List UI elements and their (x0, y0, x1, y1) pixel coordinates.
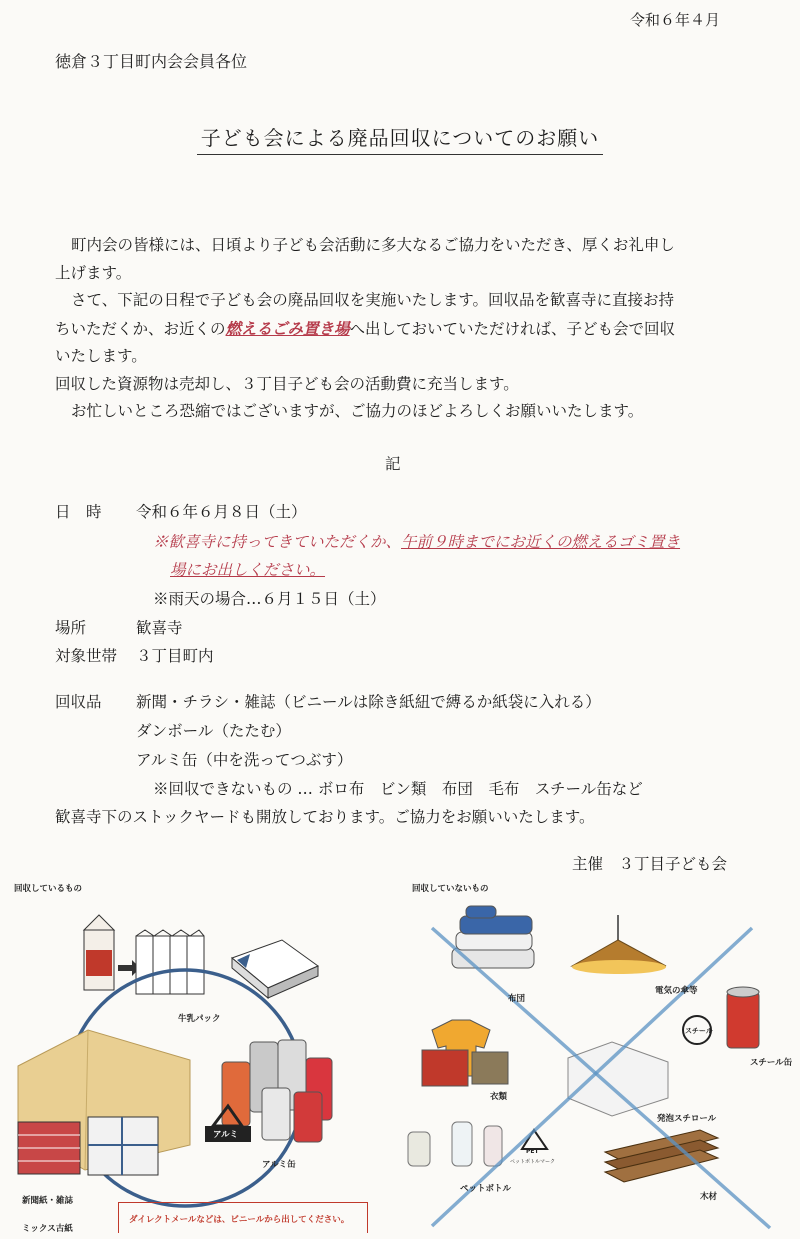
body-text (55, 232, 755, 426)
datetime-label: 日 時 (55, 503, 102, 521)
bundled-cartons-icon (232, 940, 318, 998)
not-collected-note: ※回収できないもの … ボロ布 ビン類 布団 毛布 スチール缶など (153, 780, 643, 798)
paragraph-2-line3: いたします。 (55, 347, 147, 365)
delivery-note-line2: 場にお出しください。 (170, 561, 326, 579)
p2-pre: ちいただくか、お近くの (55, 319, 226, 338)
pet-mark-label: PET (526, 1148, 539, 1155)
place-value: 歓喜寺 (136, 619, 183, 637)
paragraph-3: 回収した資源物は売却し、３丁目子ども会の活動費に充当します。 (55, 374, 519, 393)
place-label: 場所 (55, 619, 87, 637)
item-newspaper: 新聞・チラシ・雑誌（ビニールは除き紙紐で縛るか紙袋に入れる） (136, 693, 601, 711)
clothes-icon (422, 1020, 508, 1086)
stockyard-note: 歓喜寺下のストックヤードも開放しております。ご協力をお願いいたします。 (55, 808, 595, 826)
burnable-garbage-spot: 燃えるごみ置き場 (225, 318, 350, 338)
delivery-note-line1 (153, 530, 680, 554)
ki-heading: 記 (385, 455, 401, 473)
direct-mail-note-box (118, 1202, 368, 1233)
p2-post: へ出しておいていただければ、子ども会で回収 (349, 319, 676, 338)
paragraph-2: さて、下記の日程で子ども会の廃品回収を実施いたします。回収品を歓喜寺に直接お持 (71, 291, 674, 309)
aluminum-mark-label: アルミ (213, 1130, 239, 1140)
target-value: ３丁目町内 (136, 647, 214, 665)
item-cardboard: ダンボール（たたむ） (136, 722, 291, 740)
aluminum-can-label: アルミ缶 (262, 1160, 296, 1170)
steel-mark-label: スチール (685, 1027, 713, 1035)
newspaper-label: 新聞紙・雑誌 (22, 1196, 74, 1206)
paragraph-4: お忙しいところ恐縮ではございますが、ご協力のほどよろしくお願いいたします。 (71, 402, 644, 420)
item-aluminum: アルミ缶（中を洗ってつぶす） (136, 751, 353, 769)
organizer: 主催 ３丁目子ども会 (571, 855, 727, 873)
note1-pre: ※歓喜寺に持ってきていただくか、 (153, 533, 402, 551)
items-label: 回収品 (55, 693, 102, 711)
milk-pack-label: 牛乳パック (178, 1014, 221, 1024)
paragraph-1: 町内会の皆様には、日頃より子ども会活動に多大なるご協力をいただき、厚くお礼申し (71, 236, 675, 254)
not-collected-heading: 回収していないもの (412, 884, 489, 894)
target-label: 対象世帯 (55, 647, 118, 665)
paragraph-1-cont: 上げます。 (55, 263, 132, 282)
futon-label: 布団 (508, 994, 526, 1004)
flattened-carton-icon (136, 930, 204, 994)
styrofoam-label: 発泡スチロール (657, 1114, 717, 1124)
document-title (0, 122, 800, 151)
clothes-label: 衣類 (490, 1092, 508, 1102)
lamp-shade-icon (572, 915, 666, 974)
wood-label: 木材 (700, 1192, 718, 1202)
steel-can-label: スチール缶 (750, 1058, 793, 1068)
paragraph-2-line2 (55, 315, 755, 344)
pet-bottles-icon (408, 1122, 502, 1166)
document-date: 令和６年４月 (629, 11, 720, 29)
mixed-paper-label: ミックス古紙 (22, 1224, 73, 1234)
milk-carton-icon (84, 915, 140, 990)
title-text: 子ども会による廃品回収についてのお願い (197, 126, 604, 155)
recycling-illustration (0, 870, 800, 1239)
collected-heading: 回収しているもの (14, 884, 83, 894)
lamp-label: 電気の傘等 (655, 986, 698, 996)
note1-deadline: 午前９時までにお近くの燃えるゴミ置き (401, 533, 681, 551)
datetime-value: 令和６年６月８日（土） (136, 503, 307, 521)
addressee: 徳倉３丁目町内会会員各位 (55, 52, 248, 71)
rain-note: ※雨天の場合…６月１５日（土） (153, 590, 386, 608)
steel-can-icon (727, 987, 759, 1048)
pet-bottle-label: ペットボトル (460, 1184, 512, 1194)
direct-mail-note: ダイレクトメールなどは、ビニールから出してください。 (129, 1215, 350, 1225)
pet-mark-caption: ペットボトルマーク (510, 1159, 556, 1165)
wood-lumber-icon (605, 1130, 718, 1182)
newspaper-stack-icon (18, 1117, 158, 1175)
